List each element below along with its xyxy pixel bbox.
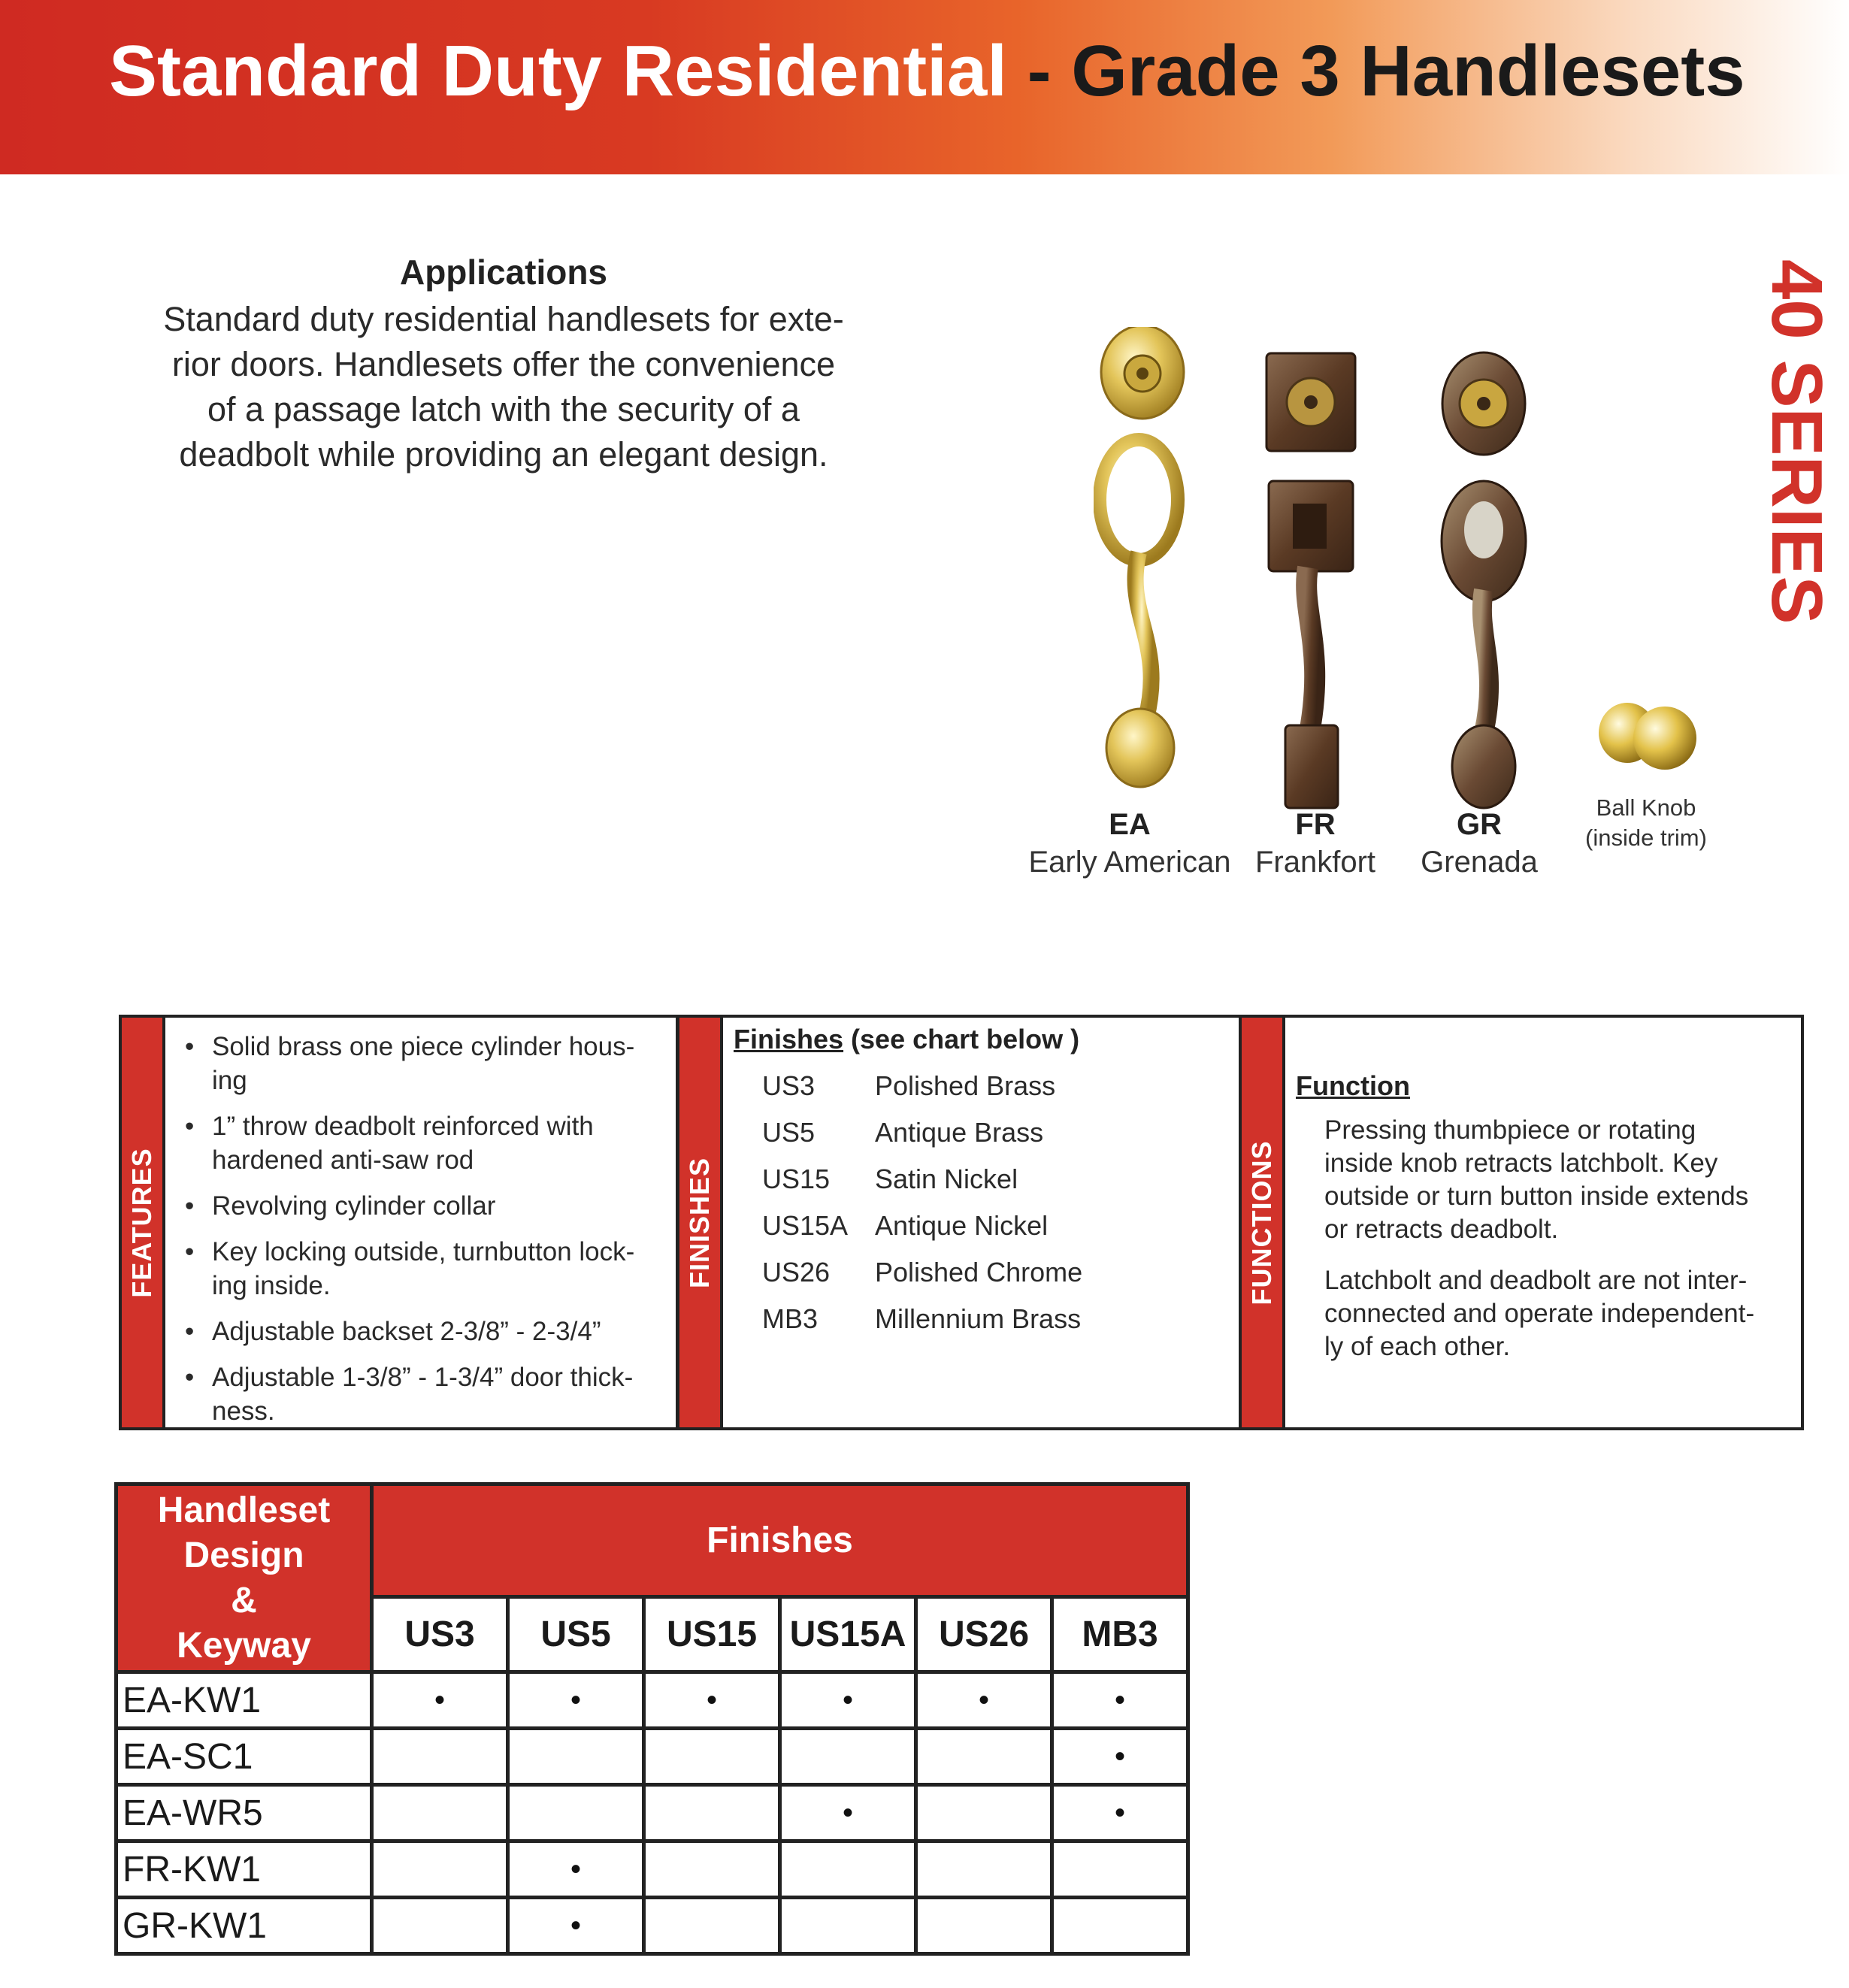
feature-item: • Adjustable backset 2-3/8” - 2-3/4” <box>182 1315 798 1348</box>
finishes-strip: FINISHES <box>679 1018 723 1427</box>
table-cell <box>372 1729 508 1785</box>
product-name: Grenada <box>1421 846 1538 879</box>
ea-handleset-image <box>1094 327 1199 793</box>
product-code: EA <box>1109 808 1151 841</box>
table-cell <box>644 1785 780 1841</box>
table-cell: • <box>508 1841 644 1898</box>
table-cell <box>372 1841 508 1898</box>
table-cell: • <box>780 1672 916 1729</box>
table-cell <box>916 1841 1052 1898</box>
table-cell <box>372 1898 508 1954</box>
function-paragraph: Pressing thumbpiece or rotating inside knob retracts latchbolt. Key outside or turn button inside extends or retracts deadbolt. <box>1324 1115 1749 1244</box>
finish-row: US26 Polished Chrome <box>762 1257 1083 1288</box>
function-heading: Function <box>1296 1070 1410 1101</box>
row-label: GR-KW1 <box>117 1898 372 1954</box>
table-cell <box>916 1729 1052 1785</box>
applications-line: of a passage latch with the security of a <box>207 390 800 428</box>
feature-item: • Key locking outside, turnbutton lock- ing inside. <box>182 1235 798 1303</box>
table-cell: • <box>916 1672 1052 1729</box>
finish-row: MB3 Millennium Brass <box>762 1303 1082 1334</box>
applications-section <box>113 252 894 477</box>
table-cell: • <box>508 1672 644 1729</box>
table-row <box>117 1841 1188 1898</box>
table-cell <box>644 1729 780 1785</box>
table-row <box>117 1785 1188 1841</box>
column-header: US15 <box>644 1597 780 1672</box>
column-header: US5 <box>508 1597 644 1672</box>
table-cell <box>1052 1898 1188 1954</box>
table-cell <box>780 1898 916 1954</box>
row-label: FR-KW1 <box>117 1841 372 1898</box>
functions-strip: FUNCTIONS <box>1242 1018 1285 1427</box>
function-paragraph: Latchbolt and deadbolt are not inter- connected and operate independent- ly of each other. <box>1324 1266 1755 1361</box>
table-cell <box>1052 1841 1188 1898</box>
table-row <box>117 1898 1188 1954</box>
ball-knob-image <box>1593 691 1699 782</box>
feature-item: • Adjustable 1-3/8” - 1-3/4” door thick- ness. <box>182 1360 798 1428</box>
table-cell: • <box>1052 1672 1188 1729</box>
table-cell <box>780 1729 916 1785</box>
table-cell <box>916 1785 1052 1841</box>
column-header: US15A <box>780 1597 916 1672</box>
table-cell <box>644 1898 780 1954</box>
applications-heading: Applications <box>399 253 608 292</box>
finish-availability-table <box>114 1482 1190 1956</box>
header-band <box>0 0 1849 174</box>
applications-line: deadbolt while providing an elegant design. <box>179 435 828 474</box>
feature-item: • Revolving cylinder collar <box>182 1189 798 1223</box>
table-cell: • <box>1052 1785 1188 1841</box>
row-label: EA-SC1 <box>117 1729 372 1785</box>
table-cell <box>916 1898 1052 1954</box>
finish-row: US15 Satin Nickel <box>762 1163 1018 1194</box>
product-code: GR <box>1457 808 1502 841</box>
applications-line: Standard duty residential handlesets for exte- <box>163 300 844 338</box>
column-header: US3 <box>372 1597 508 1672</box>
functions-box <box>1239 1015 1804 1430</box>
finishes-header: Finishes <box>372 1484 1188 1597</box>
feature-item: • 1” throw deadbolt reinforced with hardened anti-saw rod <box>182 1109 798 1177</box>
finish-row: US15A Antique Nickel <box>762 1210 1049 1241</box>
product-name: Early American <box>1028 846 1231 879</box>
product-code: FR <box>1295 808 1336 841</box>
table-cell: • <box>372 1672 508 1729</box>
page-title: Standard Duty Residential - Grade 3 Handlesets <box>109 31 1745 111</box>
product-name: Frankfort <box>1254 846 1376 879</box>
features-box <box>119 1015 679 1430</box>
table-cell <box>644 1841 780 1898</box>
table-cell: • <box>1052 1729 1188 1785</box>
table-cell <box>508 1785 644 1841</box>
table-cell: • <box>780 1785 916 1841</box>
finish-row: US5 Antique Brass <box>762 1117 1044 1148</box>
row-label: EA-KW1 <box>117 1672 372 1729</box>
finishes-box <box>676 1015 1242 1430</box>
table-cell <box>372 1785 508 1841</box>
table-cell <box>508 1729 644 1785</box>
table-row <box>117 1729 1188 1785</box>
table-cell: • <box>508 1898 644 1954</box>
table-cell <box>780 1841 916 1898</box>
finish-row: US3 Polished Brass <box>762 1070 1056 1101</box>
row-label: EA-WR5 <box>117 1785 372 1841</box>
table-cell: • <box>644 1672 780 1729</box>
column-header: MB3 <box>1052 1597 1188 1672</box>
series-label: 40 SERIES <box>1757 259 1837 625</box>
finishes-heading: Finishes (see chart below ) <box>734 1024 1080 1055</box>
gr-handleset-image <box>1437 349 1535 815</box>
ball-knob-label: Ball Knob (inside trim) <box>1585 794 1707 851</box>
applications-line: rior doors. Handlesets offer the convenience <box>171 345 836 383</box>
design-keyway-header: Handleset Design & Keyway <box>117 1484 372 1672</box>
table-row <box>117 1672 1188 1729</box>
column-header: US26 <box>916 1597 1052 1672</box>
features-strip: FEATURES <box>122 1018 165 1427</box>
feature-item: • Solid brass one piece cylinder hous- ing <box>182 1030 798 1097</box>
fr-handleset-image <box>1263 349 1360 815</box>
